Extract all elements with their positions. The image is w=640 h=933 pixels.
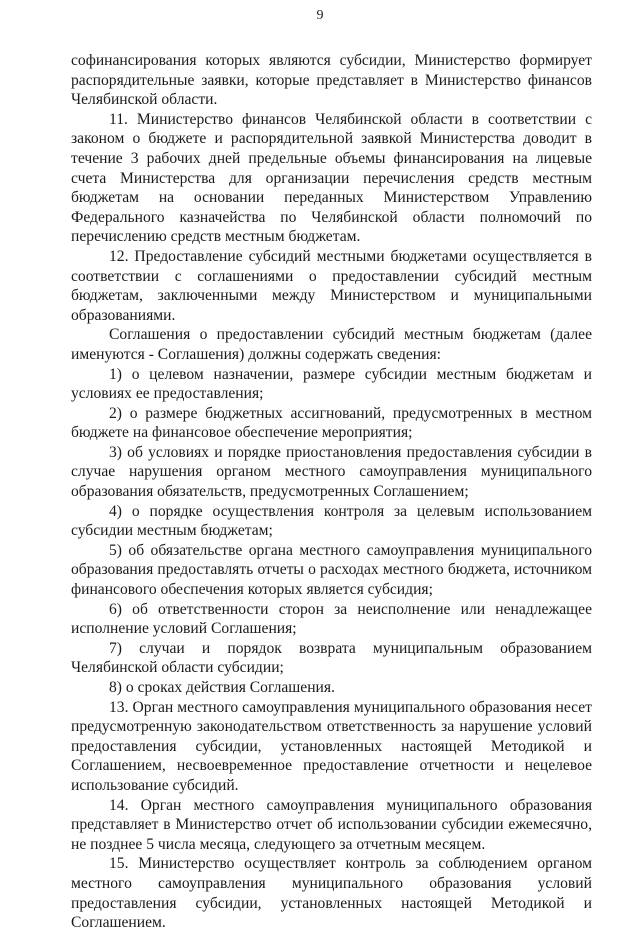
- paragraph-14: 14. Орган местного самоуправления муниципального образования представляет в Министерство отчет об использовании субсидии ежемесячно, не позднее 5 числа месяца, следующего за отчетным месяцем.: [71, 796, 592, 853]
- list-item-4: 4) о порядке осуществления контроля за целевым использованием субсидии местным бюджетам;: [71, 502, 592, 540]
- document-body: [71, 51, 592, 933]
- paragraph-12: 12. Предоставление субсидий местными бюджетами осуществляется в соответствии с соглашениями о предоставлении субсидий местным бюджетам, заключенными между Министерством и муниципальными образованиями.: [71, 247, 592, 324]
- list-item-2: 2) о размере бюджетных ассигнований, предусмотренных в местном бюджете на финансовое обеспечение мероприятия;: [71, 404, 592, 442]
- list-item-3: 3) об условиях и порядке приостановления предоставления субсидии в случае нарушения органом местного самоуправления муниципального образования обязательств, предусмотренных Соглашением;: [71, 443, 592, 501]
- page-number: 9: [316, 8, 324, 23]
- list-item-8: 8) о сроках действия Соглашения.: [109, 679, 335, 696]
- paragraph-11: 11. Министерство финансов Челябинской области в соответствии с законом о бюджете и распорядительной заявкой Министерства доводит в течение 3 рабочих дней предельные объемы финансирования на лицевые счета Министерства для организации перечисления средств местным бюджетам на основании переданных Министерством Управлению Федерального казначейства по Челябинской области полномочий по перечислению средств местным бюджетам.: [71, 110, 592, 246]
- paragraph-agreements-intro: Соглашения о предоставлении субсидий местным бюджетам (далее именуются - Соглашения) должны содержать сведения:: [71, 326, 592, 363]
- paragraph-continuation: софинансирования которых являются субсидии, Министерство формирует распорядительные заявки, которые представляет в Министерство финансов Челябинской области.: [71, 52, 592, 109]
- list-item-1: 1) о целевом назначении, размере субсидии местным бюджетам и условиях ее предоставления;: [71, 365, 592, 403]
- list-item-7: 7) случаи и порядок возврата муниципальным образованием Челябинской области субсидии;: [71, 639, 592, 677]
- list-item-6: 6) об ответственности сторон за неисполнение или ненадлежащее исполнение условий Соглашения;: [71, 600, 592, 638]
- paragraph-15: 15. Министерство осуществляет контроль за соблюдением органом местного самоуправления муниципального образования условий предоставления субсидии, установленных настоящей Методикой и Соглашением.: [71, 855, 592, 932]
- paragraph-13: 13. Орган местного самоуправления муниципального образования несет предусмотренную законодательством ответственность за нарушение условий предоставления субсидии, установленных настоящей Методикой и Соглашением, несвоевременное предоставление отчетности и нецелевое использование субсидий.: [71, 698, 592, 794]
- list-item-5: 5) об обязательстве органа местного самоуправления муниципального образования предоставлять отчеты о расходах местного бюджета, источником финансового обеспечения которых является субсидия;: [71, 541, 592, 599]
